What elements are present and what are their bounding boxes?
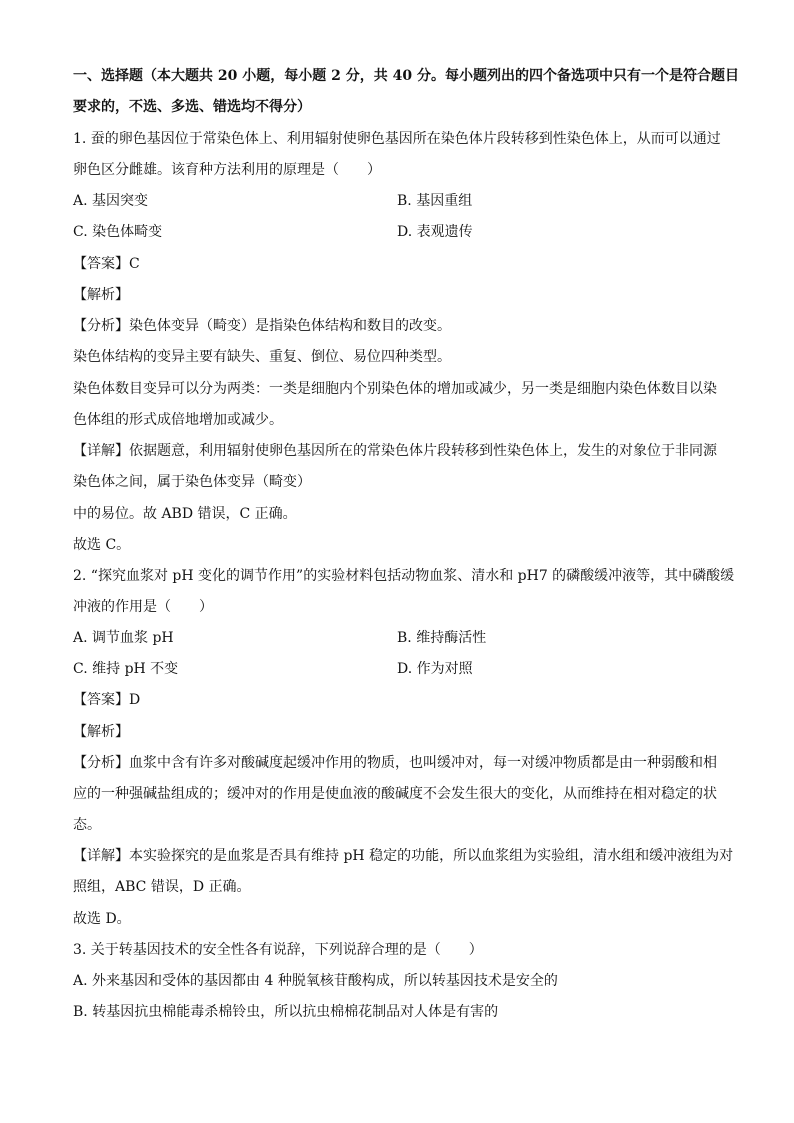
section-header-line-2: 要求的，不选、多选、错选均不得分）: [73, 99, 311, 115]
q1-fenxi-line-1: 【分析】染色体变异（畸变）是指染色体结构和数目的改变。: [73, 318, 451, 334]
q2-stem-line-1: 2. “探究血浆对 pH 变化的调节作用”的实验材料包括动物血浆、清水和 pH7 的磷酸缓冲液等，其中磷酸缓: [73, 568, 735, 584]
q3-stem: 3. 关于转基因技术的安全性各有说辞，下列说辞合理的是（ ）: [73, 942, 483, 958]
q1-answer: 【答案】C: [73, 256, 140, 272]
q2-xiangjie-line-1: 【详解】本实验探究的是血浆是否具有维持 pH 稳定的功能，所以血浆组为实验组，清水组和缓冲液组为对: [73, 848, 734, 864]
q2-fenxi-line-1: 【分析】血浆中含有许多对酸碱度起缓冲作用的物质，也叫缓冲对，每一对缓冲物质都是由一种弱酸和相: [73, 755, 717, 771]
q1-xiangjie-line-3: 中的易位。故 ABD 错误，C 正确。: [73, 506, 297, 522]
q1-fenxi-line-3: 染色体数目变异可以分为两类：一类是细胞内个别染色体的增加或减少，另一类是细胞内染色体数目以染: [73, 381, 717, 397]
q2-stem-line-2: 冲液的作用是（ ）: [73, 599, 213, 615]
q1-option-a: A. 基因突变: [73, 193, 149, 209]
section-header-line-1: 一、选择题（本大题共 20 小题，每小题 2 分，共 40 分。每小题列出的四个备选项中只有一个是符合题目: [73, 68, 739, 84]
q1-analysis-label: 【解析】: [73, 287, 129, 303]
q1-fenxi-line-4: 色体组的形式成倍地增加或减少。: [73, 412, 283, 428]
q2-fenxi-line-2: 应的一种强碱盐组成的；缓冲对的作用是使血液的酸碱度不会发生很大的变化，从而维持在相对稳定的状: [73, 786, 717, 802]
q1-option-b: B. 基因重组: [397, 193, 473, 209]
q1-xiangjie-line-1: 【详解】依据题意，利用辐射使卵色基因所在的常染色体片段转移到性染色体上，发生的对象位于非同源: [73, 443, 717, 459]
q1-xiangjie-line-4: 故选 C。: [73, 537, 131, 553]
q2-analysis-label: 【解析】: [73, 724, 129, 740]
q3-option-a: A. 外来基因和受体的基因都由 4 种脱氧核苷酸构成，所以转基因技术是安全的: [73, 973, 558, 989]
q2-fenxi-line-3: 态。: [73, 817, 101, 833]
q2-option-a: A. 调节血浆 pH: [73, 630, 174, 646]
q2-answer: 【答案】D: [73, 692, 141, 708]
q3-option-b: B. 转基因抗虫棉能毒杀棉铃虫，所以抗虫棉棉花制品对人体是有害的: [73, 1004, 499, 1020]
q1-stem-line-1: 1. 蚕的卵色基因位于常染色体上、利用辐射使卵色基因所在染色体片段转移到性染色体上，从而可以通过: [73, 131, 721, 147]
q2-option-d: D. 作为对照: [397, 661, 473, 677]
q2-xiangjie-line-3: 故选 D。: [73, 911, 131, 927]
q2-option-b: B. 维持酶活性: [397, 630, 487, 646]
q2-option-c: C. 维持 pH 不变: [73, 661, 179, 677]
q2-xiangjie-line-2: 照组，ABC 错误，D 正确。: [73, 879, 251, 895]
q1-fenxi-line-2: 染色体结构的变异主要有缺失、重复、倒位、易位四种类型。: [73, 349, 451, 365]
q1-option-d: D. 表观遗传: [397, 224, 473, 240]
q1-option-c: C. 染色体畸变: [73, 224, 163, 240]
q1-stem-line-2: 卵色区分雌雄。该育种方法利用的原理是（ ）: [73, 162, 381, 178]
q1-xiangjie-line-2: 染色体之间，属于染色体变异（畸变）: [73, 474, 311, 490]
